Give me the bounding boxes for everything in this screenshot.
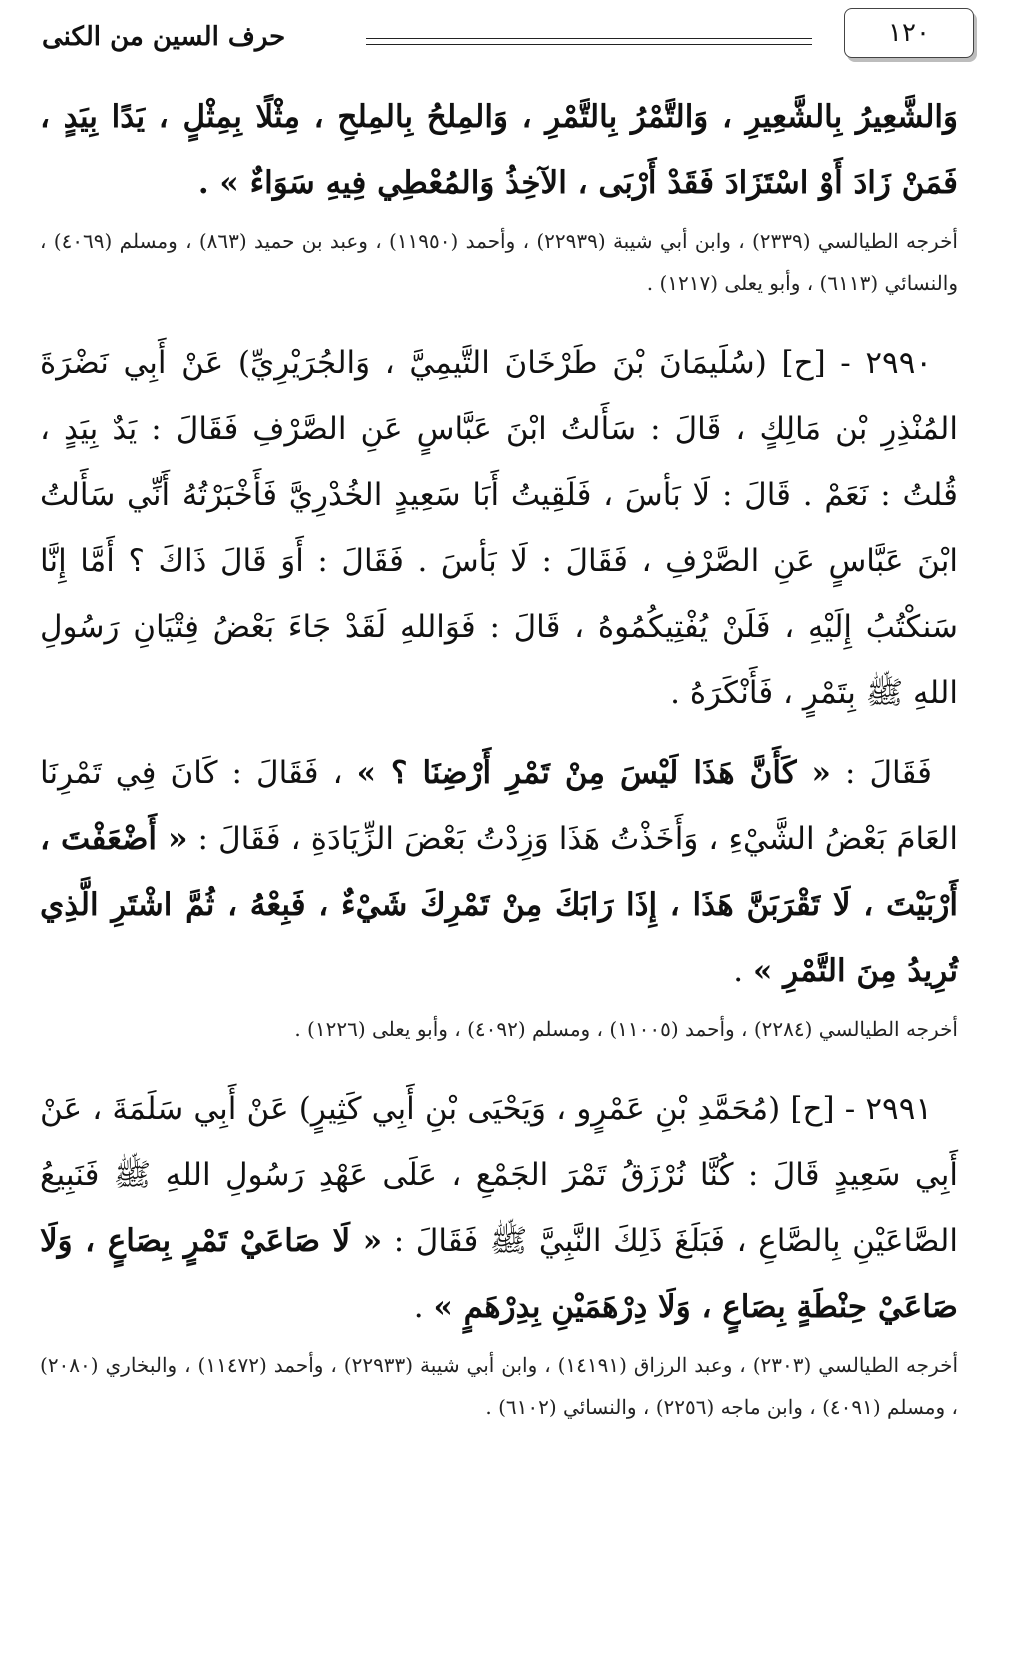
hadith-number: ٢٩٩٠ - [ح]: [781, 345, 933, 381]
page-content: [40, 84, 958, 1428]
hadith-text: ، فَقَالَ : كَانَ فِي تَمْرِنَا العَامَ بَعْضُ الشَّيْءِ ، وَأَخَذْتُ هَذَا وَزِدْتُ بَعْضَ الزِّيَادَةِ ، فَقَالَ :: [40, 755, 958, 857]
page-header: [36, 8, 974, 64]
hadith-2991-paragraph: [40, 1076, 958, 1340]
page-number: ١٢٠: [844, 8, 974, 58]
prophet-quote: « لَا صَاعَيْ تَمْرٍ بِصَاعٍ ، وَلَا صَاعَيْ حِنْطَةٍ بِصَاعٍ ، وَلَا دِرْهَمَيْنِ بِدِرْهَمٍ »: [40, 1223, 958, 1325]
hadith-source-note: أخرجه الطيالسي (٢٢٨٤) ، وأحمد (١١٠٠٥) ، ومسلم (٤٠٩٢) ، وأبو يعلى (١٢٢٦) .: [294, 1017, 958, 1041]
hadith-2990-paragraph-1: [40, 330, 958, 726]
hadith-text: فَقَالَ :: [845, 755, 932, 791]
hadith-text: .: [413, 1289, 434, 1325]
prophet-quote: « أَضْعَفْتَ ، أَرْبَيْتَ ، لَا تَقْرَبَنَّ هَذَا ، إِذَا رَابَكَ مِنْ تَمْرِكَ شَيْءٌ ، فَبِعْهُ ، ثُمَّ اشْتَرِ الَّذِي تُرِيدُ مِنَ التَّمْرِ »: [40, 821, 958, 989]
hadith-continuation-text: وَالشَّعِيرُ بِالشَّعِيرِ ، وَالتَّمْرُ بِالتَّمْرِ ، وَالمِلحُ بِالمِلحِ ، مِثْلًا بِمِثْلٍ ، يَدًا بِيَدٍ ، فَمَنْ زَادَ أَوْ اسْتَزَادَ فَقَدْ أَرْبَى ، الآخِذُ وَالمُعْطِي فِيهِ سَوَاءٌ » .: [40, 99, 958, 201]
chapter-title: حرف السين من الكنى: [42, 22, 286, 52]
header-divider: [366, 38, 812, 45]
prophet-quote: « كَأَنَّ هَذَا لَيْسَ مِنْ تَمْرِ أَرْضِنَا ؟ »: [356, 755, 831, 791]
hadith-source-note: أخرجه الطيالسي (٢٣٠٣) ، وعبد الرزاق (١٤١٩١) ، وابن أبي شيبة (٢٢٩٣٣) ، وأحمد (١١٤٧٢) ، والبخاري (٢٠٨٠) ، ومسلم (٤٠٩١) ، وابن ماجه (٢٢٥٦) ، والنسائي (٦١٠٢) .: [40, 1353, 958, 1419]
hadith-text: (سُلَيمَانَ بْنَ طَرْخَانَ التَّيمِيَّ ، وَالجُرَيْرِيِّ) عَنْ أَبِي نَضْرَةَ المُنْذِرِ بْن مَالِكٍ ، قَالَ : سَأَلتُ ابْنَ عَبَّاسٍ عَنِ الصَّرْفِ فَقَالَ : يَدٌ بِيَدٍ ، قُلتُ : نَعَمْ . قَالَ : لَا بَأسَ ، فَلَقِيتُ أَبَا سَعِيدٍ الخُدْرِيَّ فَأَخْبَرْتُهُ أَنِّي سَأَلتُ ابْنَ عَبَّاسٍ عَنِ الصَّرْفِ ، فَقَالَ : لَا بَأسَ . فَقَالَ : أَوَ قَالَ ذَاكَ ؟ أَمَّا إِنَّا سَنكْتُبُ إِلَيْهِ ، فَلَنْ يُفْتِيكُمُوهُ ، قَالَ : فَوَاللهِ لَقَدْ جَاءَ بَعْضُ فِتْيَانِ رَسُولِ اللهِ ﷺ بِتَمْرٍ ، فَأَنْكَرَهُ .: [40, 345, 958, 711]
hadith-text: (مُحَمَّدِ بْنِ عَمْرٍو ، وَيَحْيَى بْنِ أَبِي كَثِيرٍ) عَنْ أَبِي سَلَمَةَ ، عَنْ أَبِي سَعِيدٍ قَالَ : كُنَّا نُرْزَقُ تَمْرَ الجَمْعِ ، عَلَى عَهْدِ رَسُولِ اللهِ ﷺ فَنَبِيعُ الصَّاعَيْنِ بِالصَّاعِ ، فَبَلَغَ ذَلِكَ النَّبِيَّ ﷺ فَقَالَ :: [40, 1091, 958, 1259]
hadith-text: .: [733, 953, 753, 989]
hadith-2990-paragraph-2: [40, 740, 958, 1004]
hadith-source-note: أخرجه الطيالسي (٢٣٣٩) ، وابن أبي شيبة (٢٢٩٣٩) ، وأحمد (١١٩٥٠) ، وعبد بن حميد (٨٦٣) ، ومسلم (٤٠٦٩) ، والنسائي (٦١١٣) ، وأبو يعلى (١٢١٧) .: [40, 229, 958, 295]
hadith-number: ٢٩٩١ - [ح]: [790, 1091, 932, 1127]
